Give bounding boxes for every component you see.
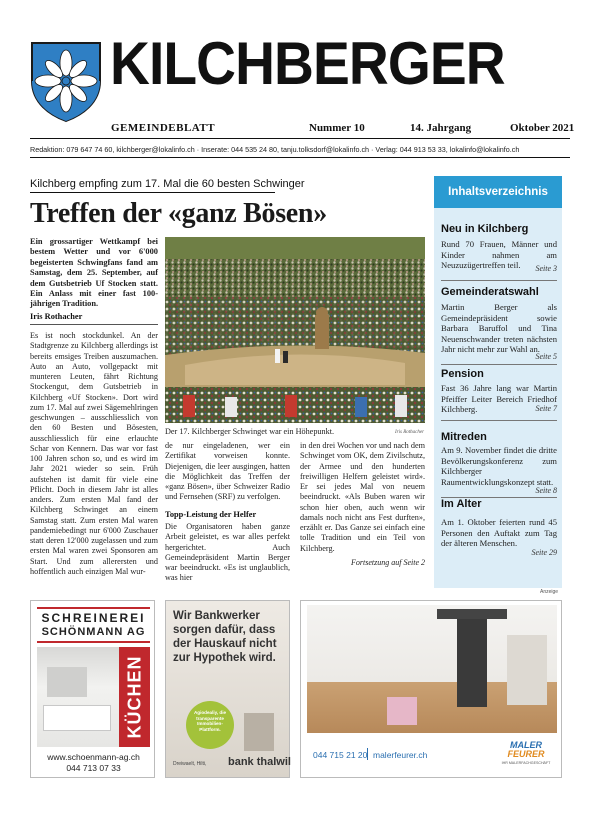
ad2-footer: Dreiwaelt, Hilti, xyxy=(173,761,207,767)
volume-number: 14. Jahrgang xyxy=(410,122,472,134)
toc-item-title: Gemeinderatswahl xyxy=(441,286,539,298)
contact-line: Redaktion: 079 647 74 60, kilchberger@lokalinfo.ch · Inserate: 044 535 24 80, tanju.tolksdorf@lokalinfo.ch · Verlag: 044 913 53 33, lokalinfo@lokalinfo.ch xyxy=(30,145,520,154)
toc-item-text: Fast 36 Jahre lang war Martin Pfeiffer Leiter Bereich Friedhof Kilchberg. xyxy=(441,383,557,415)
ad1-phone: 044 713 07 33 xyxy=(66,763,121,773)
toc-item-page: Seite 8 xyxy=(535,486,557,495)
ad3-brand-bottom: FEURER xyxy=(507,749,545,759)
ad-schreinerei[interactable] xyxy=(30,600,155,778)
article-column-2: de nur eingeladenen, wer ein Zertifikat vorweisen konnte. Diejenigen, die leer ausgingen, hatten die Möglichkeit das Treffen der «ganz Bösen», über Schweizer Radio und Fernsehen (SRF) zu verfolgen. xyxy=(165,441,290,502)
article-photo xyxy=(165,237,425,423)
ad-maler-feurer[interactable] xyxy=(300,600,562,778)
newspaper-subtitle: GEMEINDEBLATT xyxy=(111,122,216,134)
toc-item-text: Am 1. Oktober feierten rund 45 Personen den Auftakt zum Tag der älteren Menschen. xyxy=(441,517,557,549)
toc-item-title: Pension xyxy=(441,368,484,380)
ad1-line2: SCHÖNMANN AG xyxy=(41,626,146,638)
toc-item-page: Seite 7 xyxy=(535,404,557,413)
ad2-brand: bank thalwil xyxy=(228,756,291,768)
toc-item-page: Seite 5 xyxy=(535,352,557,361)
ad1-vertical-wrap xyxy=(119,649,150,745)
article-headline: Treffen der «ganz Bösen» xyxy=(30,198,327,229)
masthead-rule-bottom xyxy=(30,157,570,158)
article-column-3: in den drei Wochen vor und nach dem Schwinget vom OK, dem Zivilschutz, der Armee und den hunderten freiwilligen Helfern geleistet wird». Er sei jedes Mal von neuem beeindruckt. «Als Buben waren wir schon hier oben, auch wenn wir damals noch nicht ans Fest durften», erzählt er. Das Ganze sei einfach eine tolle Tradition und ein Teil von Kilchberg. xyxy=(300,441,425,553)
toc-item-text: Martin Berger als Gemeindepräsident sowie Barbara Baruffol und Tina Neuenschwander treten nächsten Jahr nicht mehr zur Wahl an. xyxy=(441,302,557,355)
ad3-room-photo xyxy=(307,605,557,733)
toc-divider xyxy=(441,364,557,365)
kicker-rule xyxy=(30,192,275,193)
article-author: Iris Rothacher xyxy=(30,312,83,321)
toc-item-page: Seite 3 xyxy=(535,264,557,273)
article-lead: Ein grossartiger Wettkampf bei bestem Wetter und vor 6'000 begeisterten Schwingfans fand am Samstag, dem 25. September, auf dem Gutsbetrieb Uf Stocken statt. Ein Anlass mit einer fast 100-jährigen Tradition. xyxy=(30,237,158,309)
author-rule xyxy=(30,324,158,325)
ad1-vertical-text: KÜCHEN xyxy=(124,655,144,739)
ad2-badge-text: Agiodealiy, die transparente Immobilien-Plattform. xyxy=(193,710,227,732)
ad1-url[interactable]: www.schoenmann-ag.ch xyxy=(47,752,140,762)
article-column-1: Es ist noch stockdunkel. An der Stadtgrenze zu Kilchberg allerdings ist bereits emsiges Treiben auszumachen. Auto an Auto, vollgepackt mit munteren Leuten, fährt Richtung Stockengut, dem Gutsbetrieb in Kilchberg «Uf Stocken». Dort wird zum 17. Mal auf zwei Sägemehlringen geschwungen – ausschliesslich von den 60 Besten und Bösesten, ausschliesslich für eine erlauchte Schar von Kennern. Das war vor fast 100 Jahren schon so, und es wird im Jahr 2021 wieder so sein. Früh aufstehen ist damit für viele eine Pflicht. Doch in diesem Jahr ist alles anders. Zum ersten Mal fand der Kilchberg Schwinget an einem Samstag statt. Zum ersten Mal waren pandemiebedingt nur 6'000 Zuschauer statt deren 12'000 zugelassen und zum ersten Mal waren zwei Sponsoren am Start. Und zum allerersten und hoffentlich auch einzigen Mal wur- xyxy=(30,331,158,576)
toc-divider xyxy=(441,420,557,421)
toc-item-text: Rund 70 Frauen, Männer und Kinder nahmen am Neuzuzügertreffen teil. xyxy=(441,239,557,271)
ad1-rule-top xyxy=(37,607,150,609)
toc-item-text: Am 9. November findet die dritte Bevölkerungskonferenz zum Kilchberger Raumentwicklungskonzept statt. xyxy=(441,445,557,487)
toc-divider xyxy=(441,280,557,281)
municipal-crest-logo xyxy=(30,41,102,123)
toc-header: Inhaltsverzeichnis xyxy=(434,176,562,208)
masthead-rule-top xyxy=(30,138,570,139)
ad3-url[interactable]: malerfeurer.ch xyxy=(373,750,428,760)
issue-date: Oktober 2021 xyxy=(510,122,575,134)
ad1-rule-bottom xyxy=(37,641,150,643)
ad1-line1: SCHREINEREI xyxy=(41,611,146,625)
ad3-brand-top: MALER xyxy=(510,740,542,750)
article-kicker: Kilchberg empfing zum 17. Mal die 60 besten Schwinger xyxy=(30,178,305,190)
newspaper-title: KILCHBERGER xyxy=(110,30,505,97)
toc-item-title: Im Alter xyxy=(441,498,482,510)
ad2-door-photo xyxy=(244,713,274,751)
toc-item-page: Seite 29 xyxy=(531,548,557,557)
article-subhead: Topp-Leistung der Helfer xyxy=(165,510,257,519)
ad2-slogan: Wir Bankwerker sorgen dafür, dass der Hauskauf nicht zur Hypothek wird. xyxy=(173,610,277,664)
continued-note: Fortsetzung auf Seite 2 xyxy=(351,558,425,567)
article-column-2b: Die Organisatoren haben ganze Arbeit geleistet, es war alles perfekt hergerichtet. Auch Gemeindepräsident Martin Berger war beeindruckt. «Es ist unglaublich, was hier xyxy=(165,522,290,583)
ad2-badge xyxy=(186,701,234,749)
ad3-brand-tag: IHR MALERFACHGESCHÄFT xyxy=(501,761,551,765)
toc-item-title: Mitreden xyxy=(441,431,487,443)
ad3-separator xyxy=(367,748,368,760)
issue-number: Nummer 10 xyxy=(309,122,365,134)
photo-credit: Iris Rothacher xyxy=(395,430,425,435)
toc-item-title: Neu in Kilchberg xyxy=(441,223,529,235)
ad-bank-thalwil[interactable] xyxy=(165,600,290,778)
ad3-phone: 044 715 21 20 xyxy=(313,750,368,760)
ad-label: Anzeige xyxy=(540,589,559,595)
photo-caption: Der 17. Kilchberger Schwinget war ein Höhepunkt. xyxy=(165,427,335,436)
